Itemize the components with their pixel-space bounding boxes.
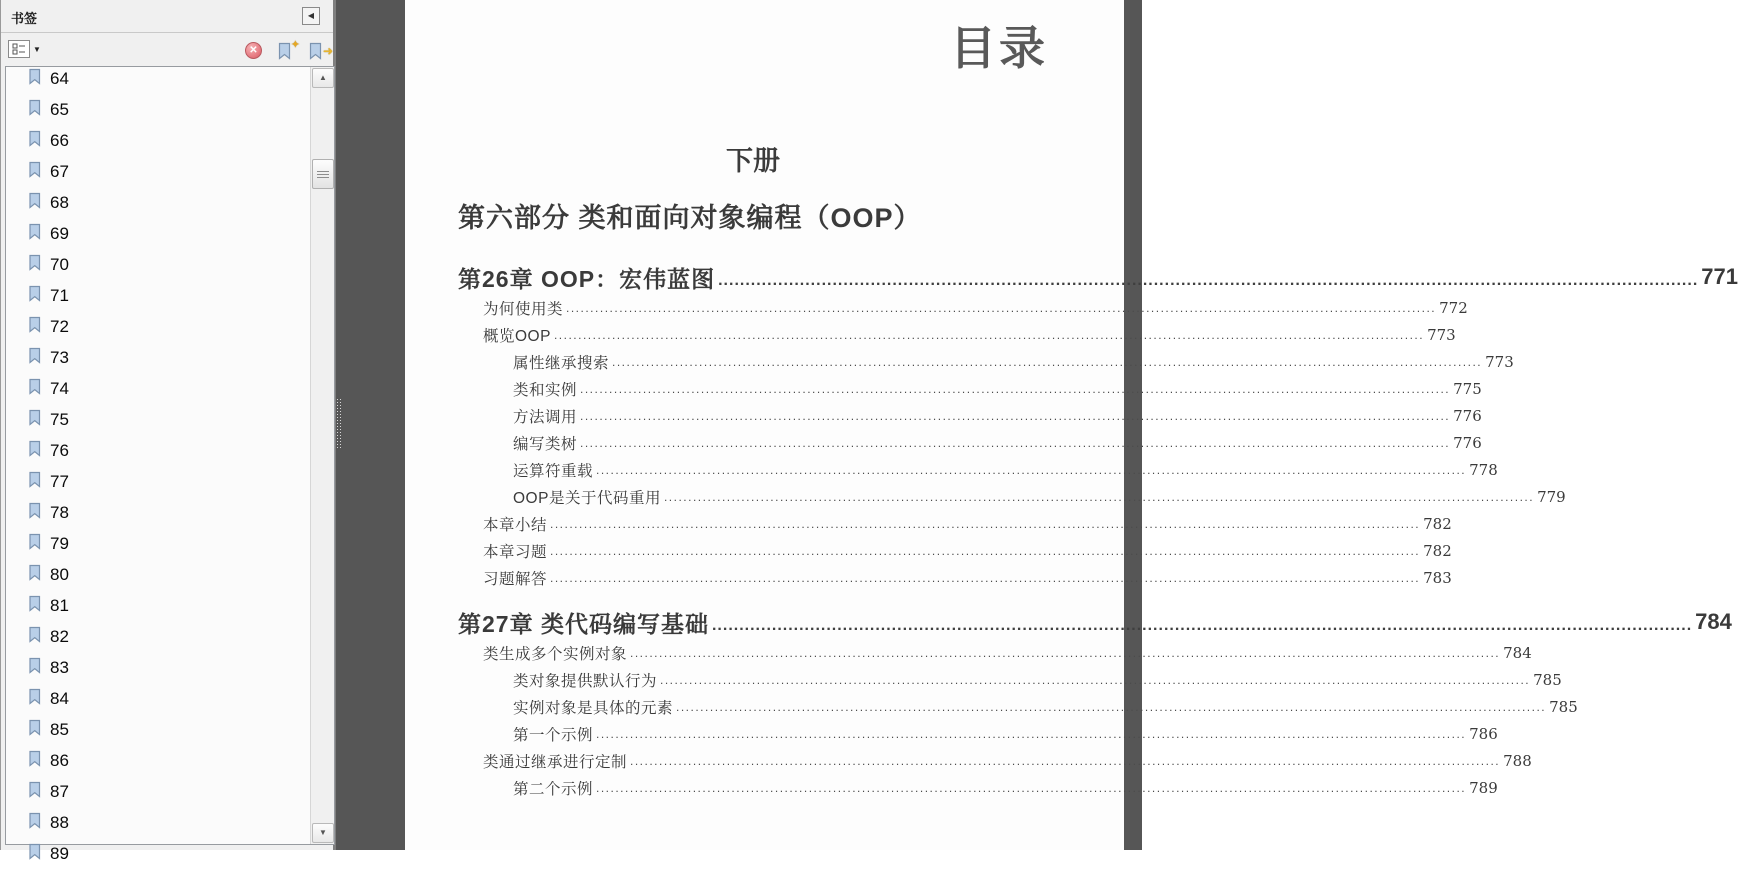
toc-entry[interactable] (458, 375, 1482, 402)
chapter-heading[interactable] (458, 260, 1738, 294)
toc-entry[interactable] (458, 429, 1482, 456)
bookmark-label: 66 (50, 130, 69, 150)
dot-leader (580, 434, 1450, 456)
dot-leader (612, 353, 1482, 375)
collapse-panel-button[interactable]: ◀ (302, 7, 320, 25)
bookmark-ribbon-icon (28, 99, 42, 121)
bookmark-ribbon-icon (28, 130, 42, 152)
bookmark-item[interactable] (6, 280, 310, 311)
bookmark-item[interactable] (6, 249, 310, 280)
dot-leader (712, 617, 1692, 639)
toc-entry-page-number: 773 (1427, 325, 1456, 344)
bookmark-ribbon-icon (28, 719, 42, 741)
bookmark-label: 77 (50, 471, 69, 491)
toc-entry-page-number: 789 (1469, 778, 1498, 797)
bookmark-item[interactable] (6, 311, 310, 342)
toc-entry[interactable] (458, 321, 1456, 348)
toc-content (458, 140, 1738, 801)
goto-badge: ➜ (322, 44, 333, 58)
bookmark-ribbon-icon (28, 781, 42, 803)
bookmark-item[interactable] (6, 342, 310, 373)
bookmark-label: 88 (50, 812, 69, 832)
toc-entry-page-number: 776 (1453, 406, 1482, 425)
dot-leader (566, 299, 1436, 321)
bookmark-item[interactable] (6, 714, 310, 745)
bookmark-label: 87 (50, 781, 69, 801)
bookmark-ribbon-icon (28, 223, 42, 245)
bookmark-item[interactable] (6, 807, 310, 838)
toc-page-title: 目录 (950, 22, 1048, 74)
toc-entry[interactable] (458, 693, 1578, 720)
bookmark-label: 64 (50, 68, 69, 88)
toc-entry-page-number: 785 (1533, 670, 1562, 689)
dot-leader (664, 488, 1534, 510)
dot-leader (550, 569, 1420, 591)
bookmark-ribbon-icon (28, 440, 42, 462)
bookmark-item[interactable] (6, 94, 310, 125)
chapter-page-number: 771 (1701, 264, 1738, 289)
bookmark-item[interactable] (6, 466, 310, 497)
bookmark-label: 84 (50, 688, 69, 708)
new-badge: ✦ (290, 39, 300, 51)
toc-entry-label: 实例对象是具体的元素 (513, 699, 674, 717)
toc-entry-page-number: 778 (1469, 460, 1498, 479)
bookmark-ribbon-icon (28, 812, 42, 834)
dot-leader (550, 542, 1420, 564)
new-bookmark-icon[interactable] (277, 39, 300, 60)
bookmark-item[interactable] (6, 745, 310, 776)
toc-entry[interactable] (458, 774, 1498, 801)
dot-leader (660, 671, 1530, 693)
bookmark-label: 86 (50, 750, 69, 770)
toc-entry-page-number: 784 (1503, 643, 1532, 662)
bookmark-ribbon-icon (28, 347, 42, 369)
dot-leader (676, 698, 1546, 720)
bookmark-item[interactable] (6, 404, 310, 435)
bookmark-label: 73 (50, 347, 69, 367)
toc-entry-page-number: 773 (1485, 352, 1514, 371)
chevron-down-icon: ▼ (33, 44, 41, 54)
bookmark-label: 68 (50, 192, 69, 212)
toc-entry-page-number: 776 (1453, 433, 1482, 452)
chapter-heading[interactable] (458, 605, 1732, 639)
bookmark-label: 75 (50, 409, 69, 429)
bookmarks-panel-title: 书签 (11, 11, 38, 26)
bookmark-ribbon-icon (28, 688, 42, 710)
toc-entry-page-number: 772 (1439, 298, 1468, 317)
bookmark-item[interactable] (6, 435, 310, 466)
bookmark-item[interactable] (6, 838, 310, 869)
bookmarks-toolbar (1, 33, 333, 66)
toc-entry[interactable] (458, 294, 1468, 321)
chapter-title: 第26章 OOP：宏伟蓝图 (458, 265, 716, 292)
bookmark-label: 65 (50, 99, 69, 119)
toc-entry-label: 类和实例 (513, 381, 578, 399)
delete-bookmark-icon[interactable]: ✕ (245, 42, 262, 59)
toc-entry-label: 为何使用类 (483, 300, 564, 318)
toc-entry-page-number: 783 (1423, 568, 1452, 587)
toc-entry-label: 类通过继承进行定制 (483, 753, 628, 771)
toc-entry[interactable] (458, 720, 1498, 747)
bookmark-item[interactable] (6, 652, 310, 683)
toc-entry-page-number: 786 (1469, 724, 1498, 743)
bookmark-ribbon-icon (28, 316, 42, 338)
bookmark-ribbon-icon (28, 471, 42, 493)
options-list-icon (8, 40, 30, 58)
toc-entry-label: 第一个示例 (513, 726, 594, 744)
panel-splitter-handle[interactable] (336, 398, 343, 450)
scroll-up-icon[interactable]: ▲ (312, 68, 334, 88)
dot-leader (596, 779, 1466, 801)
bookmark-item[interactable] (6, 125, 310, 156)
document-page (405, 0, 1738, 850)
toc-entry-page-number: 785 (1549, 697, 1578, 716)
toc-entry-page-number: 782 (1423, 514, 1452, 533)
toc-entry-page-number: 779 (1537, 487, 1566, 506)
toc-entry-page-number: 782 (1423, 541, 1452, 560)
bookmark-ribbon-icon (28, 285, 42, 307)
dot-leader (596, 461, 1466, 483)
bookmark-item[interactable] (6, 497, 310, 528)
toc-entry-page-number: 775 (1453, 379, 1482, 398)
toc-entry[interactable] (458, 747, 1532, 774)
bookmark-item[interactable] (6, 187, 310, 218)
bookmark-label: 74 (50, 378, 69, 398)
toc-entry[interactable] (458, 639, 1532, 666)
toc-entry[interactable] (458, 537, 1452, 564)
toc-entry-label: 习题解答 (483, 570, 548, 588)
bookmark-label: 72 (50, 316, 69, 336)
bookmark-item[interactable] (6, 590, 310, 621)
scrollbar-thumb[interactable] (312, 159, 334, 189)
bookmark-ribbon-icon (28, 750, 42, 772)
bookmark-item[interactable] (6, 776, 310, 807)
bookmark-list (5, 66, 335, 863)
bookmark-item[interactable] (6, 528, 310, 559)
chapter-title: 第27章 类代码编写基础 (458, 610, 709, 637)
toc-entry[interactable] (458, 402, 1482, 429)
toc-entry[interactable] (458, 564, 1452, 591)
toc-entry-label: 属性继承搜索 (513, 354, 610, 372)
toc-chapters (458, 260, 1738, 801)
bookmark-label: 71 (50, 285, 69, 305)
toc-entry-label: 方法调用 (513, 408, 578, 426)
bookmark-item[interactable] (6, 559, 310, 590)
bookmark-ribbon-icon (28, 657, 42, 679)
dot-leader (596, 725, 1466, 747)
bookmark-ribbon-icon (28, 192, 42, 214)
toc-entry-page-number: 788 (1503, 751, 1532, 770)
toc-entry[interactable] (458, 666, 1562, 693)
toc-entry[interactable] (458, 483, 1566, 510)
toc-entry-label: 运算符重载 (513, 462, 594, 480)
bookmark-item[interactable] (6, 63, 310, 94)
bookmark-ribbon-icon (28, 843, 42, 865)
toc-entry-label: 编写类树 (513, 435, 578, 453)
bookmark-label: 83 (50, 657, 69, 677)
bookmark-ribbon-icon (28, 161, 42, 183)
dot-leader (630, 644, 1500, 666)
dot-leader (580, 407, 1450, 429)
bookmark-ribbon-icon (28, 595, 42, 617)
bookmark-label: 76 (50, 440, 69, 460)
bookmark-item[interactable] (6, 218, 310, 249)
goto-bookmark-icon[interactable] (308, 42, 333, 60)
bookmark-rows (6, 63, 310, 869)
toc-entry-label: 本章习题 (483, 543, 548, 561)
bookmark-ribbon-icon (28, 533, 42, 555)
bookmark-label: 79 (50, 533, 69, 553)
dot-leader (718, 272, 1698, 294)
bookmark-label: 81 (50, 595, 69, 615)
bookmark-label: 80 (50, 564, 69, 584)
bookmark-item[interactable] (6, 683, 310, 714)
bookmark-ribbon-icon (28, 254, 42, 276)
bookmark-label: 78 (50, 502, 69, 522)
bookmark-item[interactable] (6, 156, 310, 187)
bookmark-ribbon-icon (28, 378, 42, 400)
scroll-down-icon[interactable]: ▼ (312, 823, 334, 843)
toc-entry-label: 本章小结 (483, 516, 548, 534)
toc-entry[interactable] (458, 348, 1514, 375)
bookmark-options-button[interactable] (8, 39, 41, 59)
toc-entry-label: 类对象提供默认行为 (513, 672, 658, 690)
toc-entry-label: 第二个示例 (513, 780, 594, 798)
bookmark-ribbon-icon (28, 502, 42, 524)
bookmark-ribbon-icon (28, 564, 42, 586)
dot-leader (554, 326, 1424, 348)
toc-entry-label: 类生成多个实例对象 (483, 645, 628, 663)
dot-leader (630, 752, 1500, 774)
bookmark-label: 69 (50, 223, 69, 243)
bookmark-item[interactable] (6, 621, 310, 652)
bookmark-label: 89 (50, 843, 69, 863)
toc-entry[interactable] (458, 456, 1498, 483)
bookmark-ribbon-icon (28, 626, 42, 648)
bookmark-label: 70 (50, 254, 69, 274)
volume-heading: 下册 (726, 146, 780, 176)
bookmark-ribbon-icon (28, 409, 42, 431)
dot-leader (580, 380, 1450, 402)
toc-entry-label: 概览OOP (483, 327, 551, 345)
part-heading: 第六部分 类和面向对象编程（OOP） (458, 203, 922, 233)
bookmark-scrollbar[interactable] (310, 67, 334, 844)
bookmarks-panel-header (1, 0, 333, 33)
dot-leader (550, 515, 1420, 537)
bookmark-ribbon-icon (28, 68, 42, 90)
bookmark-label: 85 (50, 719, 69, 739)
toc-entry-label: OOP是关于代码重用 (513, 489, 661, 507)
toc-entry[interactable] (458, 510, 1452, 537)
bookmark-item[interactable] (6, 373, 310, 404)
chapter-page-number: 784 (1695, 609, 1732, 634)
bookmarks-panel (0, 0, 336, 863)
bookmark-label: 82 (50, 626, 69, 646)
bookmark-label: 67 (50, 161, 69, 181)
